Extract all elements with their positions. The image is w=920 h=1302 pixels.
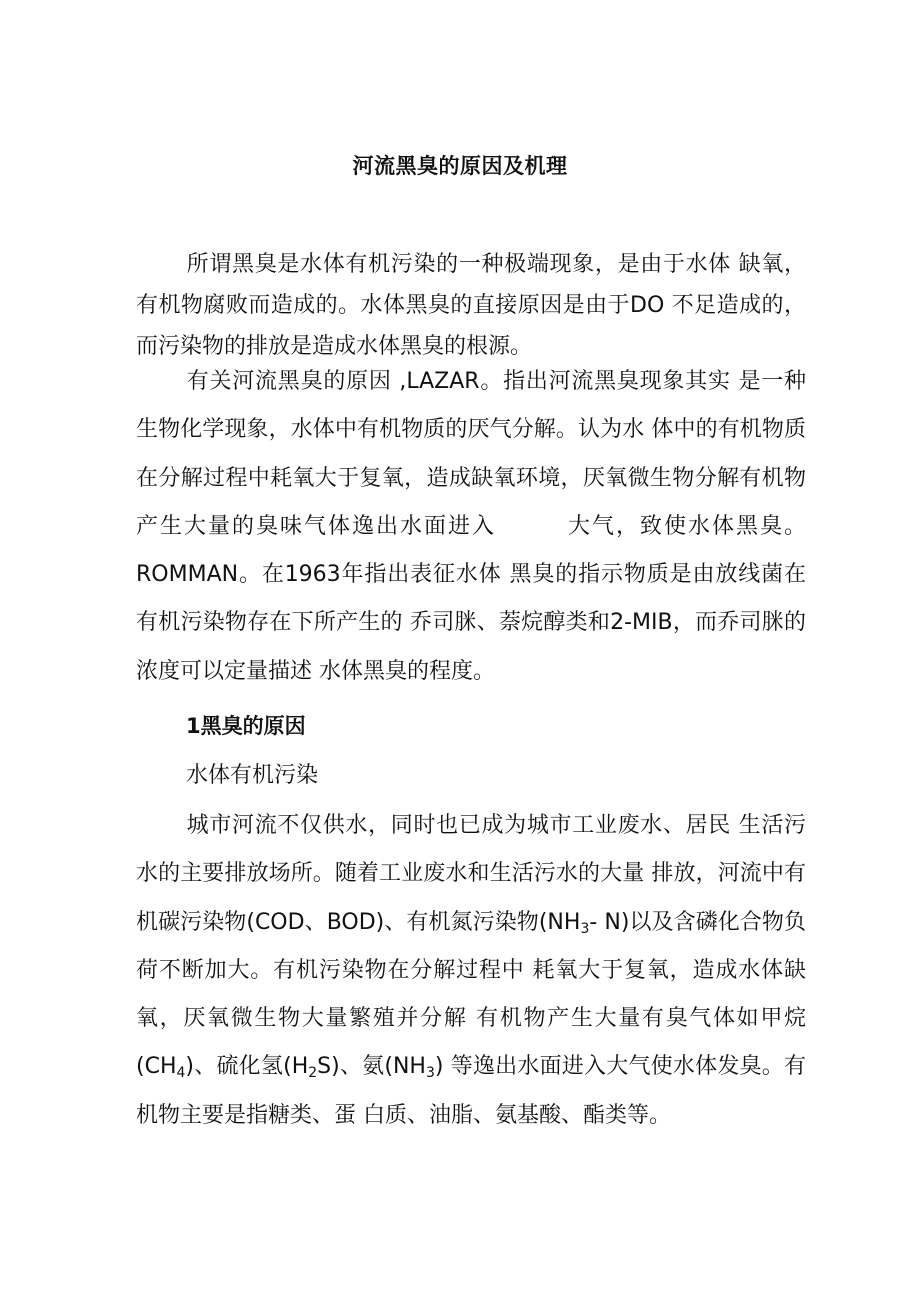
section-heading: 1黑臭的原因 (186, 714, 306, 738)
subscript-h2s: 2 (308, 1065, 318, 1082)
paragraph-3-text-5: ) 等逸出水面进入大气使水体发臭。有机物主要是指糖类、蛋 白质、油脂、氨基酸、酯类等。 (136, 1054, 806, 1128)
paragraph-3-text-1: 城市河流不仅供水，同时也已成为城市工业废水、居民 生活污水的主要排放场所。随着工业废水和生活污水的大量 排放，河流中有机碳污染物(COD、BOD)、有机氮污染物(NH (136, 813, 806, 935)
paragraph-3-text-2: - N)以及含磷化合物负荷不断加大。有机污染物在分解过程中 耗氧大于复氧，造成水体缺氧，厌氧微生物大量繁殖并分解 有机物产生大量有臭气体如甲烷(CH (136, 909, 806, 1080)
paragraph-2-text-a: 有关河流黑臭的原因 ,LAZAR。指出河流黑臭现象其实 是一种生物化学现象，水体中有机物质的厌气分解。认为水 体中的有机物质在分解过程中耗氧大于复氧，造成缺氧环境，厌氧微生物分解有机物产生大量的臭味气体逸出水面进入 (136, 369, 806, 539)
subsection-heading: 水体有机污染 (186, 763, 319, 788)
document-title: 河流黑臭的原因及机理 (352, 154, 568, 178)
paragraph-3-text-4: S)、氨(NH (317, 1054, 426, 1080)
paragraph-3 (136, 802, 806, 1140)
subscript-nh3-second: 3 (425, 1065, 435, 1082)
paragraph-1-text: 所谓黑臭是水体有机污染的一种极端现象，是由于水体 缺氧，有机物腐败而造成的。水体黑臭的直接原因是由于DO 不足造成的，而污染物的排放是造成水体黑臭的根源。 (136, 252, 806, 359)
paragraph-3-text-3: )、硫化氢(H (185, 1054, 309, 1080)
paragraph-2 (136, 358, 806, 696)
subscript-ch4: 4 (176, 1065, 186, 1082)
subscript-nh3: 3 (580, 920, 590, 937)
paragraph-2-text-b: 大气，致使水体黑臭。ROMMAN。在1963年指出表征水体 黑臭的指示物质是由放线菌在有机污染物存在下所产生的 乔司脒、萘烷醇类和2-MIB，而乔司脒的浓度可以定量描述 水体黑臭的程度。 (136, 513, 806, 684)
paragraph-1 (136, 244, 806, 367)
